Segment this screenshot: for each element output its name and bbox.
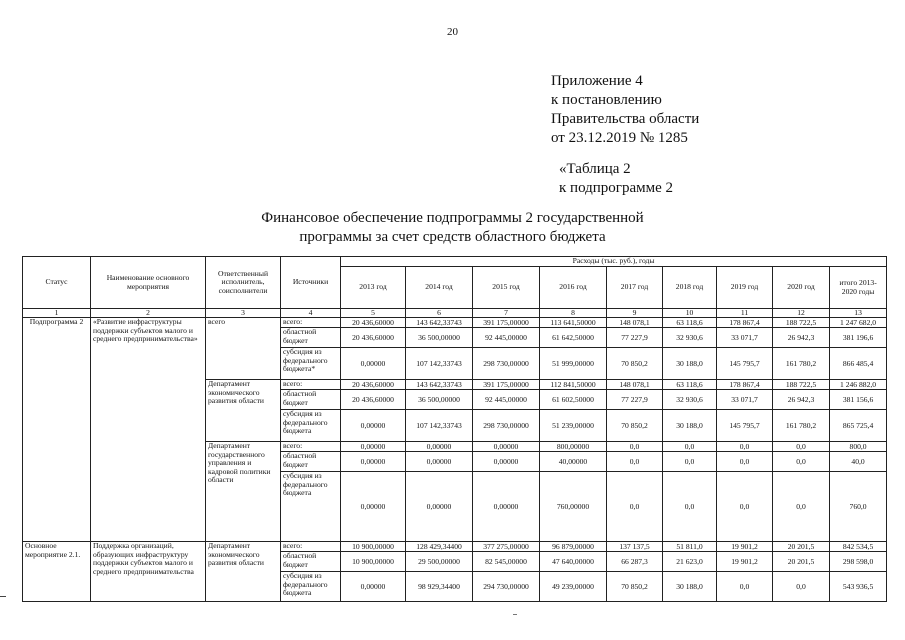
header-year: 2019 год: [717, 267, 773, 309]
table-ref-line: «Таблица 2: [559, 161, 631, 177]
value-cell: 0,0: [773, 442, 830, 452]
value-cell: 107 142,33743: [406, 348, 473, 380]
value-cell: 30 188,0: [663, 410, 717, 442]
value-cell: 0,00000: [473, 472, 540, 542]
value-cell: 40,0: [830, 452, 887, 472]
value-cell: 26 942,3: [773, 390, 830, 410]
value-cell: 381 196,6: [830, 328, 887, 348]
value-cell: 143 642,33743: [406, 318, 473, 328]
value-cell: 865 725,4: [830, 410, 887, 442]
table-ref-line: к подпрограмме 2: [559, 180, 673, 196]
header-year: 2016 год: [540, 267, 607, 309]
executor-cell: Департамент экономического развития области: [206, 380, 281, 442]
scan-mark: [0, 596, 6, 597]
value-cell: 20 201,5: [773, 542, 830, 552]
value-cell: 800,00000: [540, 442, 607, 452]
header-year: 2015 год: [473, 267, 540, 309]
value-cell: 161 780,2: [773, 410, 830, 442]
source-cell: субсидия из федерального бюджета: [281, 410, 341, 442]
executor-cell: Департамент государственного управления и кадровой политики области: [206, 442, 281, 542]
value-cell: 178 867,4: [717, 380, 773, 390]
value-cell: 298 598,0: [830, 552, 887, 572]
header-source: Источники: [281, 257, 341, 309]
value-cell: 63 118,6: [663, 318, 717, 328]
executor-cell: всего: [206, 318, 281, 380]
value-cell: 128 429,34400: [406, 542, 473, 552]
value-cell: 20 436,60000: [341, 390, 406, 410]
value-cell: 0,00000: [473, 442, 540, 452]
value-cell: 148 078,1: [607, 380, 663, 390]
col-number: 8: [540, 309, 607, 318]
value-cell: 381 156,6: [830, 390, 887, 410]
value-cell: 10 900,00000: [341, 552, 406, 572]
value-cell: 36 500,00000: [406, 390, 473, 410]
value-cell: 61 642,50000: [540, 328, 607, 348]
value-cell: 0,00000: [341, 572, 406, 602]
value-cell: 1 246 882,0: [830, 380, 887, 390]
col-number: 11: [717, 309, 773, 318]
value-cell: 1 247 682,0: [830, 318, 887, 328]
value-cell: 66 287,3: [607, 552, 663, 572]
value-cell: 70 850,2: [607, 348, 663, 380]
value-cell: 0,0: [773, 572, 830, 602]
col-number: 4: [281, 309, 341, 318]
value-cell: 112 841,50000: [540, 380, 607, 390]
value-cell: 10 900,00000: [341, 542, 406, 552]
value-cell: 20 436,60000: [341, 318, 406, 328]
value-cell: 0,00000: [341, 348, 406, 380]
value-cell: 96 879,00000: [540, 542, 607, 552]
value-cell: 51 811,0: [663, 542, 717, 552]
value-cell: 0,0: [717, 572, 773, 602]
source-cell: субсидия из федерального бюджета: [281, 572, 341, 602]
value-cell: 760,0: [830, 472, 887, 542]
source-cell: областной бюджет: [281, 328, 341, 348]
value-cell: 36 500,00000: [406, 328, 473, 348]
document-title: [0, 209, 905, 247]
value-cell: 178 867,4: [717, 318, 773, 328]
name-cell: «Развитие инфраструктуры поддержки субъектов малого и среднего предпринимательства»: [91, 318, 206, 542]
col-number: 7: [473, 309, 540, 318]
value-cell: 0,0: [717, 452, 773, 472]
header-year: 2013 год: [341, 267, 406, 309]
header-year: 2018 год: [663, 267, 717, 309]
appendix-line: от 23.12.2019 № 1285: [551, 130, 688, 146]
value-cell: 26 942,3: [773, 328, 830, 348]
value-cell: 51 999,00000: [540, 348, 607, 380]
table-reference: [559, 160, 673, 198]
value-cell: 33 071,7: [717, 328, 773, 348]
source-cell: субсидия из федерального бюджета*: [281, 348, 341, 380]
value-cell: 32 930,6: [663, 328, 717, 348]
value-cell: 0,00000: [341, 452, 406, 472]
value-cell: 188 722,5: [773, 380, 830, 390]
scan-mark: [513, 614, 517, 615]
value-cell: 82 545,00000: [473, 552, 540, 572]
value-cell: 143 642,33743: [406, 380, 473, 390]
source-cell: областной бюджет: [281, 452, 341, 472]
header-name: Наименование основного мероприятия: [91, 257, 206, 309]
value-cell: 161 780,2: [773, 348, 830, 380]
value-cell: 113 641,50000: [540, 318, 607, 328]
value-cell: 92 445,00000: [473, 390, 540, 410]
value-cell: 30 188,0: [663, 348, 717, 380]
value-cell: 107 142,33743: [406, 410, 473, 442]
value-cell: 543 936,5: [830, 572, 887, 602]
value-cell: 0,00000: [341, 472, 406, 542]
source-cell: всего:: [281, 318, 341, 328]
value-cell: 0,00000: [341, 410, 406, 442]
value-cell: 377 275,00000: [473, 542, 540, 552]
col-number: 3: [206, 309, 281, 318]
value-cell: 92 445,00000: [473, 328, 540, 348]
value-cell: 0,0: [717, 472, 773, 542]
appendix-line: Приложение 4: [551, 73, 643, 89]
header-expenses: Расходы (тыс. руб.), годы: [341, 257, 887, 267]
source-cell: субсидия из федерального бюджета: [281, 472, 341, 542]
value-cell: 0,0: [607, 452, 663, 472]
header-year: 2014 год: [406, 267, 473, 309]
value-cell: 0,0: [717, 442, 773, 452]
value-cell: 145 795,7: [717, 348, 773, 380]
header-year: 2017 год: [607, 267, 663, 309]
value-cell: 0,0: [663, 442, 717, 452]
header-row: [23, 257, 887, 267]
value-cell: 760,00000: [540, 472, 607, 542]
value-cell: 61 602,50000: [540, 390, 607, 410]
name-cell: Поддержка организаций, образующих инфраструктуру поддержки субъектов малого и среднего предпринимательства: [91, 542, 206, 602]
value-cell: 47 640,00000: [540, 552, 607, 572]
value-cell: 0,00000: [406, 472, 473, 542]
value-cell: 800,0: [830, 442, 887, 452]
appendix-block: [551, 72, 699, 148]
col-number: 13: [830, 309, 887, 318]
value-cell: 20 201,5: [773, 552, 830, 572]
value-cell: 0,00000: [341, 442, 406, 452]
value-cell: 49 239,00000: [540, 572, 607, 602]
value-cell: 0,0: [663, 452, 717, 472]
source-cell: областной бюджет: [281, 390, 341, 410]
value-cell: 51 239,00000: [540, 410, 607, 442]
title-line: Финансовое обеспечение подпрограммы 2 государственной: [261, 210, 644, 226]
value-cell: 32 930,6: [663, 390, 717, 410]
header-total: итого 2013-2020 годы: [830, 267, 887, 309]
value-cell: 21 623,0: [663, 552, 717, 572]
col-number: 12: [773, 309, 830, 318]
col-number: 1: [23, 309, 91, 318]
page-number: 20: [447, 26, 458, 38]
title-line: программы за счет средств областного бюджета: [299, 229, 606, 245]
value-cell: 33 071,7: [717, 390, 773, 410]
column-numbers-row: [23, 309, 887, 318]
value-cell: 0,00000: [473, 452, 540, 472]
value-cell: 0,00000: [406, 442, 473, 452]
table-row: [23, 542, 887, 552]
header-executor: Ответственный исполнитель, соисполнители: [206, 257, 281, 309]
appendix-line: к постановлению: [551, 92, 662, 108]
status-cell: Основное мероприятие 2.1.: [23, 542, 91, 602]
value-cell: 30 188,0: [663, 572, 717, 602]
value-cell: 391 175,00000: [473, 318, 540, 328]
value-cell: 0,00000: [406, 452, 473, 472]
value-cell: 391 175,00000: [473, 380, 540, 390]
value-cell: 98 929,34400: [406, 572, 473, 602]
source-cell: всего:: [281, 380, 341, 390]
value-cell: 63 118,6: [663, 380, 717, 390]
col-number: 5: [341, 309, 406, 318]
header-status: Статус: [23, 257, 91, 309]
value-cell: 294 730,00000: [473, 572, 540, 602]
col-number: 10: [663, 309, 717, 318]
source-cell: всего:: [281, 542, 341, 552]
value-cell: 137 137,5: [607, 542, 663, 552]
value-cell: 0,0: [773, 452, 830, 472]
value-cell: 866 485,4: [830, 348, 887, 380]
col-number: 6: [406, 309, 473, 318]
value-cell: 0,0: [607, 442, 663, 452]
header-year: 2020 год: [773, 267, 830, 309]
value-cell: 148 078,1: [607, 318, 663, 328]
value-cell: 40,00000: [540, 452, 607, 472]
value-cell: 298 730,00000: [473, 348, 540, 380]
value-cell: 70 850,2: [607, 572, 663, 602]
value-cell: 0,0: [773, 472, 830, 542]
value-cell: 70 850,2: [607, 410, 663, 442]
col-number: 2: [91, 309, 206, 318]
value-cell: 145 795,7: [717, 410, 773, 442]
executor-cell: Департамент экономического развития области: [206, 542, 281, 602]
value-cell: 20 436,60000: [341, 328, 406, 348]
value-cell: 0,0: [663, 472, 717, 542]
table-row: [23, 318, 887, 328]
value-cell: 0,0: [607, 472, 663, 542]
value-cell: 298 730,00000: [473, 410, 540, 442]
value-cell: 20 436,60000: [341, 380, 406, 390]
status-cell: Подпрограмма 2: [23, 318, 91, 542]
col-number: 9: [607, 309, 663, 318]
value-cell: 188 722,5: [773, 318, 830, 328]
value-cell: 842 534,5: [830, 542, 887, 552]
source-cell: всего:: [281, 442, 341, 452]
value-cell: 19 901,2: [717, 542, 773, 552]
value-cell: 77 227,9: [607, 390, 663, 410]
finance-table: [22, 256, 887, 602]
value-cell: 77 227,9: [607, 328, 663, 348]
value-cell: 19 901,2: [717, 552, 773, 572]
appendix-line: Правительства области: [551, 111, 700, 127]
source-cell: областной бюджет: [281, 552, 341, 572]
value-cell: 29 500,00000: [406, 552, 473, 572]
